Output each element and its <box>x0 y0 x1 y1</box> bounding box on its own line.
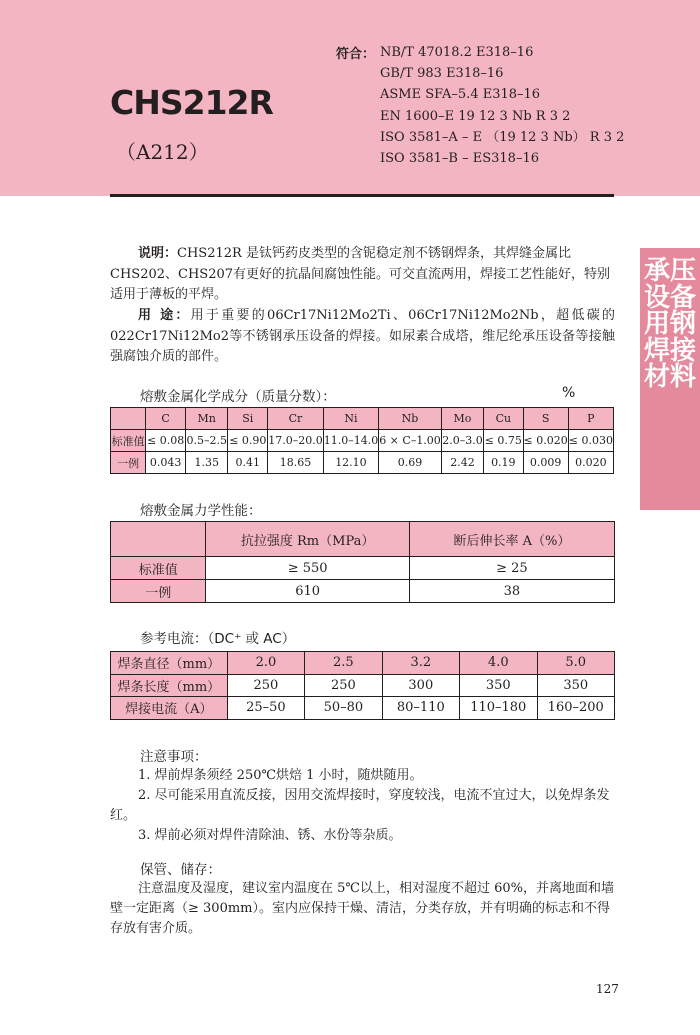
standard-item: NB/T 47018.2 E318–16 <box>380 45 534 60</box>
table-cell: ≤ 0.90 <box>228 430 268 452</box>
standards-label: 符合： <box>336 47 376 62</box>
table-cell: ≤ 0.75 <box>484 430 523 452</box>
standard-item: GB/T 983 E318–16 <box>380 66 504 82</box>
table-header-cell: C <box>146 408 186 430</box>
product-code: CHS212R <box>110 83 273 122</box>
table-cell: 2.0 <box>227 652 304 675</box>
standard-item: ISO 3581–B – ES318–16 <box>380 151 539 167</box>
standard-item: EN 1600–E 19 12 3 Nb R 3 2 <box>380 108 571 124</box>
table-cell: 160–200 <box>537 697 615 720</box>
table-cell: 5.0 <box>537 652 615 675</box>
current-title: 参考电流：（DC⁺ 或 AC） <box>140 631 296 647</box>
usage-paragraph <box>110 306 615 368</box>
table-cell: 0.41 <box>228 452 268 474</box>
description-label: 说明： <box>138 246 178 261</box>
table-cell: 350 <box>537 674 615 697</box>
table-row <box>111 674 615 697</box>
table-row <box>111 430 614 452</box>
table-header-cell <box>111 408 146 430</box>
standards-list <box>380 42 624 169</box>
table-cell: 0.69 <box>379 452 442 474</box>
table-header-cell: Ni <box>323 408 378 430</box>
table-header-cell: Cu <box>484 408 523 430</box>
table-header-row <box>111 408 614 430</box>
table-header-cell: S <box>523 408 568 430</box>
usage-text: 用于重要的06Cr17Ni12Mo2Ti、06Cr17Ni12Mo2Nb，超低碳的022Cr17Ni12Mo2等不锈钢承压设备的焊接。如尿素合成塔，维尼纶承压设备等接触强腐蚀介质的部件。 <box>110 308 616 364</box>
table-row <box>111 580 615 603</box>
table-cell: 3.2 <box>382 652 459 675</box>
table-cell: 110–180 <box>460 697 537 720</box>
table-row-label: 标准值 <box>111 557 206 580</box>
notes-list <box>110 766 620 846</box>
table-cell: 0.020 <box>568 452 613 474</box>
table-header-cell: Mo <box>441 408 483 430</box>
table-cell: 250 <box>227 674 304 697</box>
table-row-label: 一例 <box>111 580 206 603</box>
usage-label: 用 途： <box>138 308 191 323</box>
table-row <box>111 557 615 580</box>
table-row <box>111 652 615 675</box>
table-cell: 17.0–20.0 <box>268 430 323 452</box>
notes-title: 注意事项： <box>140 749 208 765</box>
table-row-label: 焊条长度（mm） <box>111 674 228 697</box>
table-row-label: 一例 <box>111 452 146 474</box>
table-row <box>111 697 615 720</box>
description-text: CHS212R 是钛钙药皮类型的含铌稳定剂不锈钢焊条，其焊缝金属比CHS202、CHS207有更好的抗晶间腐蚀性能。可交直流两用，焊接工艺性能好，特别适用于薄板的平焊。 <box>110 246 611 302</box>
table-header-cell: 断后伸长率 A（%） <box>409 522 614 557</box>
table-header-cell: Nb <box>379 408 442 430</box>
table-header-cell: 抗拉强度 Rm（MPa） <box>206 522 409 557</box>
table-cell: 50–80 <box>305 697 382 720</box>
table-row <box>111 452 614 474</box>
note-item: 3. 焊前必须对焊件清除油、锈、水份等杂质。 <box>138 828 402 843</box>
chemical-table <box>110 407 614 474</box>
table-header-cell <box>111 522 206 557</box>
standard-item: ISO 3581–A – E （19 12 3 Nb） R 3 2 <box>380 129 625 145</box>
side-category-tab <box>640 248 700 510</box>
product-alt-code: （A212） <box>116 140 209 164</box>
table-cell: 350 <box>460 674 537 697</box>
table-header-row <box>111 522 615 557</box>
table-cell: ≤ 0.030 <box>568 430 613 452</box>
table-cell: ≤ 0.020 <box>523 430 568 452</box>
table-cell: 2.0–3.0 <box>441 430 483 452</box>
table-cell: 2.42 <box>441 452 483 474</box>
table-cell: 0.5–2.5 <box>186 430 228 452</box>
table-header-cell: Mn <box>186 408 228 430</box>
table-cell: ≥ 550 <box>206 557 409 580</box>
table-cell: 4.0 <box>460 652 537 675</box>
note-item: 1. 焊前焊条须经 250℃烘焙 1 小时，随烘随用。 <box>138 768 423 783</box>
description-paragraph <box>110 244 615 306</box>
storage-title: 保管、储存： <box>140 862 221 878</box>
header-divider <box>110 194 614 197</box>
table-cell: ≤ 0.08 <box>146 430 186 452</box>
table-cell: 11.0–14.0 <box>323 430 378 452</box>
table-cell: 2.5 <box>305 652 382 675</box>
storage-text: 注意温度及湿度，建议室内温度在 5℃以上，相对湿度不超过 60%，并离地面和墙壁一定距离（≥ 300mm）。室内应保持干燥、清洁，分类存放，并有明确的标志和不得存放有害介质。 <box>110 881 614 936</box>
table-header-cell: P <box>568 408 613 430</box>
table-cell: 250 <box>305 674 382 697</box>
mechanical-title: 熔敷金属力学性能： <box>140 503 262 519</box>
table-cell: 25–50 <box>227 697 304 720</box>
current-table <box>110 651 615 720</box>
table-cell: 12.10 <box>323 452 378 474</box>
table-cell: 38 <box>409 580 614 603</box>
table-cell: 6 × C–1.00 <box>379 430 442 452</box>
page-number: 127 <box>596 982 619 996</box>
table-cell: 610 <box>206 580 409 603</box>
side-tab-label: 承压设备用钢焊接材料 <box>643 256 696 392</box>
table-cell: 1.35 <box>186 452 228 474</box>
table-row-label: 标准值 <box>111 430 146 452</box>
table-cell: 0.19 <box>484 452 523 474</box>
note-item: 2. 尽可能采用直流反接，因用交流焊接时，穿度较浅，电流不宜过大，以免焊条发红。 <box>110 788 610 823</box>
table-cell: ≥ 25 <box>409 557 614 580</box>
mechanical-table <box>110 521 615 603</box>
table-row-label: 焊条直径（mm） <box>111 652 228 675</box>
table-cell: 0.009 <box>523 452 568 474</box>
chemical-title: 熔敷金属化学成分（质量分数）： <box>140 389 336 405</box>
table-cell: 300 <box>382 674 459 697</box>
standard-item: ASME SFA–5.4 E318–16 <box>380 87 541 103</box>
table-row-label: 焊接电流（A） <box>111 697 228 720</box>
table-header-cell: Si <box>228 408 268 430</box>
chemical-unit: % <box>562 385 576 401</box>
table-header-cell: Cr <box>268 408 323 430</box>
table-cell: 80–110 <box>382 697 459 720</box>
table-cell: 0.043 <box>146 452 186 474</box>
table-cell: 18.65 <box>268 452 323 474</box>
